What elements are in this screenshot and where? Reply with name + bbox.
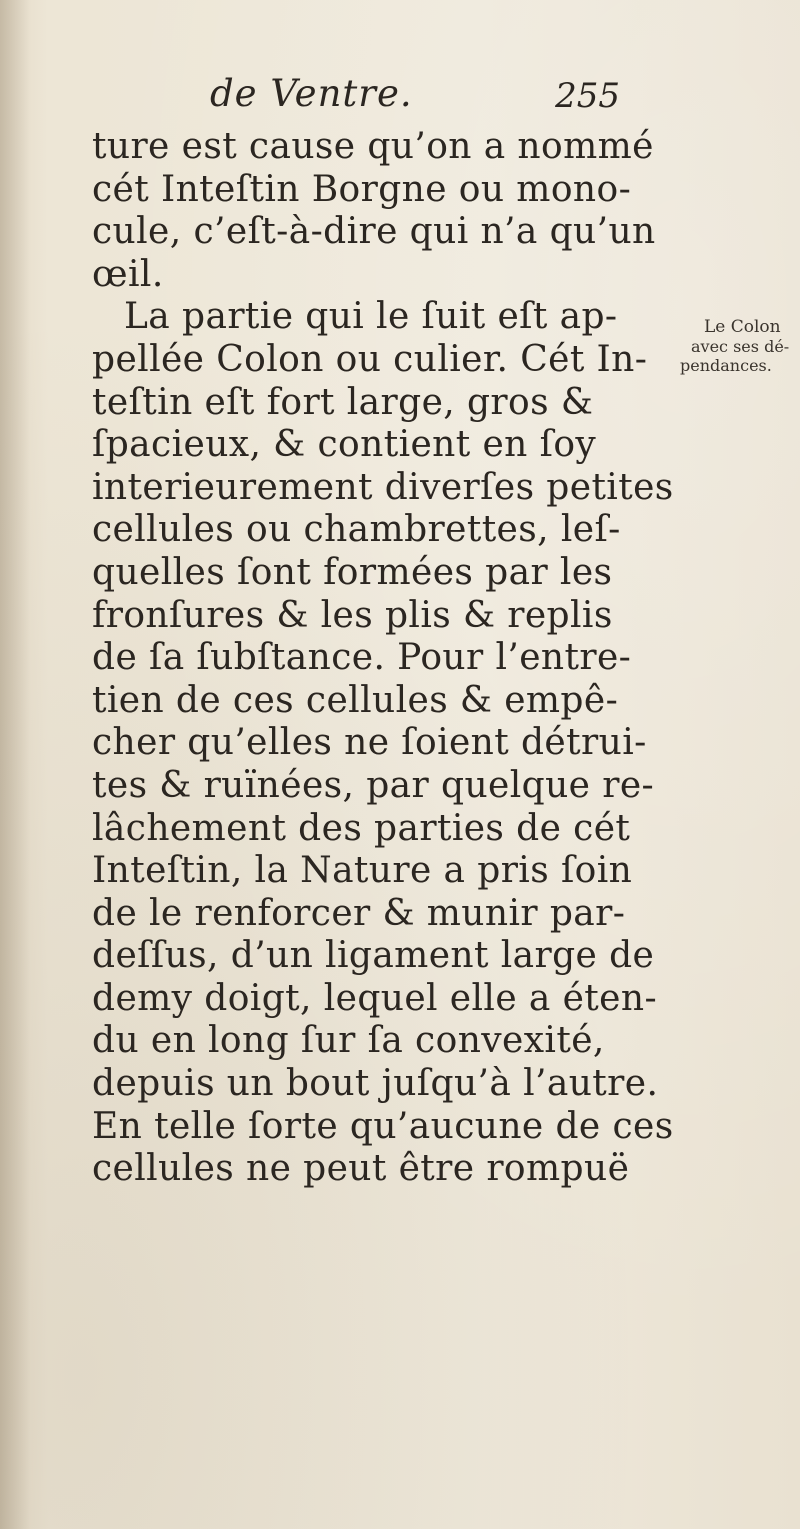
text-line: interieurement diverſes petites: [92, 466, 674, 508]
text-line: pellée Colon ou culier. Cét In-: [92, 338, 648, 380]
text-line: de le renforcer & munir par-: [92, 892, 626, 934]
text-line: cule, c’eſt-à-dire qui n’a qu’un: [92, 211, 656, 253]
margin-note: [680, 318, 798, 375]
text-line: En telle ſorte qu’aucune de ces: [92, 1105, 674, 1147]
text-line: cét Inteſtin Borgne ou mono-: [92, 168, 632, 210]
text-line: Inteſtin, la Nature a pris ſoin: [92, 850, 633, 892]
text-line: fronſures & les plis & replis: [92, 594, 613, 636]
text-line: de ſa ſubſtance. Pour l’entre-: [92, 637, 632, 679]
page-header: [200, 72, 620, 122]
body-text: [92, 126, 674, 1191]
page-number: 255: [555, 76, 620, 116]
text-line: demy doigt, lequel elle a éten-: [92, 977, 658, 1019]
text-line: lâchement des parties de cét: [92, 807, 631, 849]
text-line: cher qu’elles ne ſoient détrui-: [92, 722, 647, 764]
text-line: cellules ne peut être rompuë: [92, 1148, 630, 1190]
text-line: du en long ſur ſa convexité,: [92, 1020, 605, 1062]
text-line: deſſus, d’un ligament large de: [92, 935, 655, 977]
text-line: ture est cause qu’on a nommé: [92, 126, 654, 167]
gutter-shadow: [0, 0, 30, 1529]
text-line: teſtin eſt fort large, gros &: [92, 381, 594, 423]
margin-note-line: Le Colon: [704, 317, 781, 337]
margin-note-line: avec ses dé-: [691, 337, 790, 356]
text-line: tien de ces cellules & empê-: [92, 679, 619, 721]
text-line: œil.: [92, 253, 164, 295]
text-line: ſpacieux, & contient en ſoy: [92, 424, 597, 466]
text-line: quelles ſont formées par les: [92, 551, 613, 593]
text-line: tes & ruïnées, par quelque re-: [92, 764, 655, 806]
text-line: La partie qui le ſuit eſt ap-: [124, 296, 618, 338]
running-head: de Ventre.: [210, 72, 413, 115]
text-line: cellules ou chambrettes, leſ-: [92, 509, 621, 551]
margin-note-line: pendances.: [680, 356, 772, 375]
text-line: depuis un bout juſqu’à l’autre.: [92, 1063, 659, 1105]
